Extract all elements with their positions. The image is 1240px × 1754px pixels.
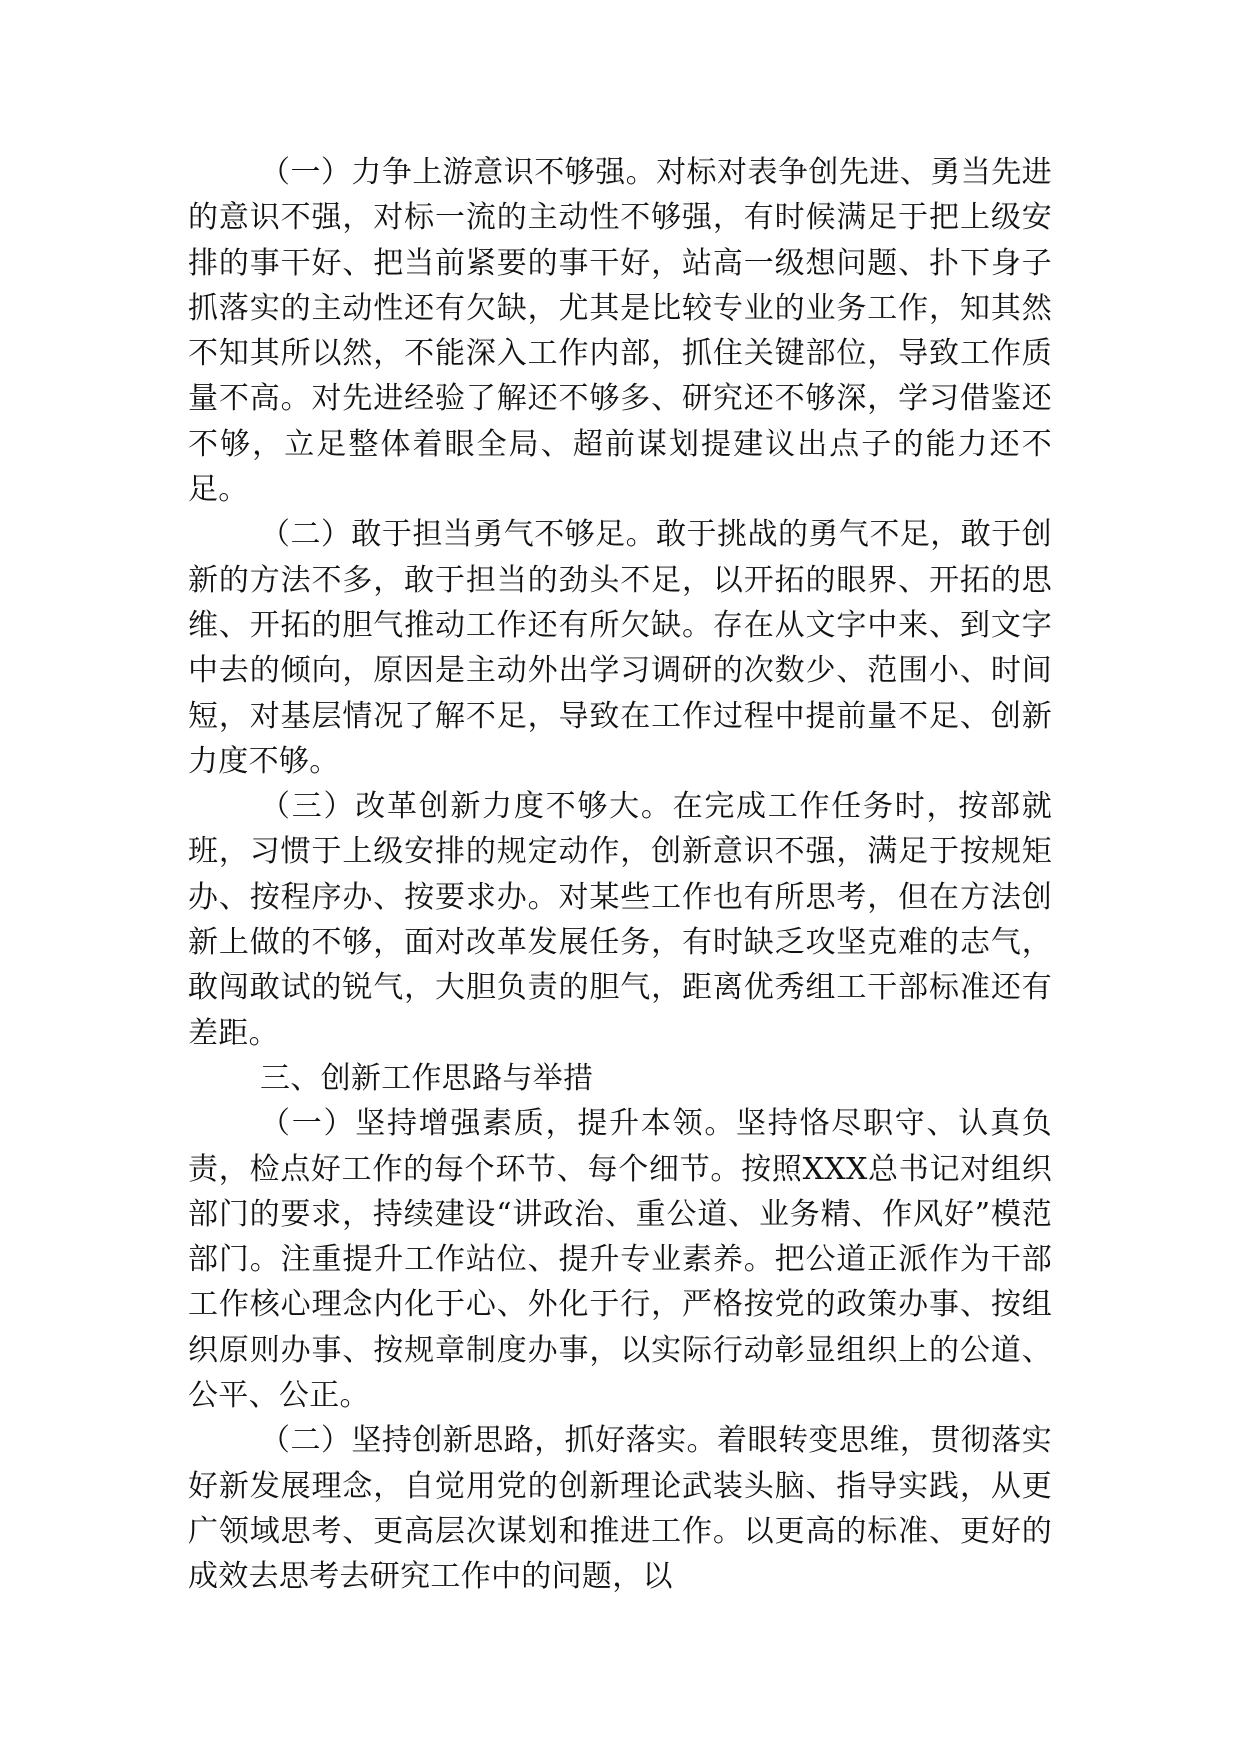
paragraph-weakness-1: （一）力争上游意识不够强。对标对表争创先进、勇当先进的意识不强，对标一流的主动性不够强，有时候满足于把上级安排的事干好、把当前紧要的事干好，站高一级想问题、扑下身子抓落实的主动性还有欠缺，尤其是比较专业的业务工作，知其然不知其所以然，不能深入工作内部，抓住关键部位，导致工作质量不高。对先进经验了解还不够多、研究还不够深，学习借鉴还不够，立足整体着眼全局、超前谋划提建议出点子的能力还不足。 (188, 155, 1052, 508)
section-heading: 三、创新工作思路与举措 (260, 1060, 594, 1096)
paragraph-measure-1: （一）坚持增强素质，提升本领。坚持恪尽职守、认真负责，检点好工作的每个环节、每个细节。按照XXX总书记对组织部门的要求，持续建设“讲政治、重公道、业务精、作风好”模范部门。注重提升工作站位、提升专业素养。把公道正派作为干部工作核心理念内化于心、外化于行，严格按党的政策办事、按组织原则办事、按规章制度办事，以实际行动彰显组织上的公道、公平、公正。 (188, 1106, 1052, 1414)
paragraph-measure-2: （二）坚持创新思路，抓好落实。着眼转变思维，贯彻落实好新发展理念，自觉用党的创新理论武装头脑、指导实践，从更广领域思考、更高层次谋划和推进工作。以更高的标准、更好的成效去思考去研究工作中的问题，以 (188, 1423, 1052, 1595)
paragraph-weakness-3: （三）改革创新力度不够大。在完成工作任务时，按部就班，习惯于上级安排的规定动作，创新意识不强，满足于按规矩办、按程序办、按要求办。对某些工作也有所思考，但在方法创新上做的不够，面对改革发展任务，有时缺乏攻坚克难的志气，敢闯敢试的锐气，大胆负责的胆气，距离优秀组工干部标准还有差距。 (188, 789, 1052, 1051)
paragraph-weakness-2: （二）敢于担当勇气不够足。敢于挑战的勇气不足，敢于创新的方法不多，敢于担当的劲头不足，以开拓的眼界、开拓的思维、开拓的胆气推动工作还有所欠缺。存在从文字中来、到文字中去的倾向，原因是主动外出学习调研的次数少、范围小、时间短，对基层情况了解不足，导致在工作过程中提前量不足、创新力度不够。 (188, 517, 1052, 779)
document-page (188, 150, 1052, 1600)
